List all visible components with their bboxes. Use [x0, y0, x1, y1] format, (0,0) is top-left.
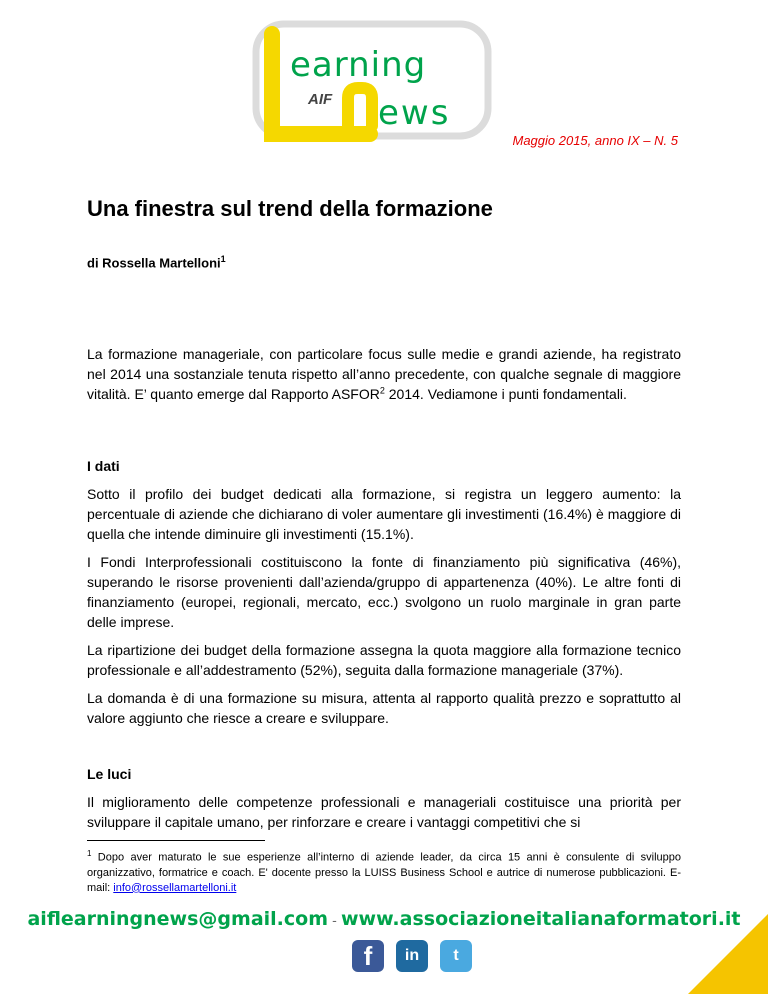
dati-paragraph-1: Sotto il profilo dei budget dedicati alla formazione, si registra un leggero aumento: la percentuale di aziende che dichiarano di voler aumentare gli investimenti (16.4%) è maggiore di quella che intende diminuire gli investimenti (15.1%). [87, 486, 681, 542]
luci-paragraph-1: Il miglioramento delle competenze professionali e manageriali costituisce una priorità per sviluppare il capitale umano, per rinforzare e creare i vantaggi competitivi che si [87, 794, 681, 830]
contact-separator: - [328, 914, 341, 929]
twitter-glyph: t [453, 947, 459, 964]
footnote-email-link[interactable]: info@rossellamartelloni.it [113, 881, 237, 894]
author-footnote-ref[interactable]: 1 [220, 254, 226, 264]
facebook-icon[interactable] [352, 940, 384, 972]
issue-date: Maggio 2015, anno IX – N. 5 [512, 133, 678, 148]
footnote-text: Dopo aver maturato le sue esperienze all’interno di aziende leader, da circa 15 anni è consulente di sviluppo organizzativo, formatrice e coach. E' docente presso la LUISS Business School e autrice di numerose pubblicazioni. E-mail: [87, 851, 681, 894]
linkedin-icon[interactable] [396, 940, 428, 972]
intro-text-2: 2014. Vediamone i punti fondamentali. [384, 386, 627, 402]
contact-email[interactable]: aiflearningnews@gmail.com [27, 908, 328, 930]
section-heading-dati: I dati [87, 458, 120, 474]
article-title: Una finestra sul trend della formazione [87, 196, 493, 221]
logo-graphic [250, 14, 500, 154]
footnote-number: 1 [87, 849, 92, 858]
learning-news-logo [250, 14, 500, 154]
section-dati [87, 456, 681, 728]
logo-aif: AIF [308, 91, 333, 108]
linkedin-glyph: in [404, 947, 420, 964]
section-luci [87, 764, 681, 832]
author-line [87, 254, 226, 270]
corner-decoration [688, 914, 768, 994]
footnote [87, 846, 681, 896]
contact-website[interactable]: www.associazioneitalianaformatori.it [340, 908, 741, 930]
intro-text-1: La formazione manageriale, con particolare focus sulle medie e grandi aziende, ha registrato nel 2014 una sostanziale tenuta rispetto all’anno precedente, con qualche segnale di maggiore vitalità. E’ quanto emerge dal Rapporto ASFOR [87, 346, 681, 402]
section-heading-luci: Le luci [87, 766, 132, 782]
author-name: di Rossella Martelloni [87, 255, 221, 271]
asfor-footnote-ref[interactable]: 2 [379, 385, 385, 396]
contact-line [0, 908, 768, 930]
dati-paragraph-4: La domanda è di una formazione su misura, attenta al rapporto qualità prezzo e soprattutto al valore aggiunto che riesce a creare e sviluppare. [87, 690, 681, 726]
intro-paragraph [87, 344, 681, 404]
facebook-glyph: f [363, 940, 373, 971]
dati-paragraph-2: I Fondi Interprofessionali costituiscono la fonte di finanziamento più significativa (46%), superando le risorse provenienti dall’azienda/gruppo di appartenenza (40%). Le altre fonti di finanziamento (europei, regionali, mercato, ecc.) svolgono un ruolo marginale in gran parte delle imprese. [87, 554, 681, 630]
logo-word-learning: earning [290, 45, 427, 85]
logo-word-news: ews [378, 93, 451, 133]
dati-paragraph-3: La ripartizione dei budget della formazione assegna la quota maggiore alla formazione tecnico professionale e all’addestramento (52%), seguita dalla formazione manageriale (37%). [87, 642, 681, 678]
footnote-divider [87, 840, 265, 841]
twitter-icon[interactable] [440, 940, 472, 972]
